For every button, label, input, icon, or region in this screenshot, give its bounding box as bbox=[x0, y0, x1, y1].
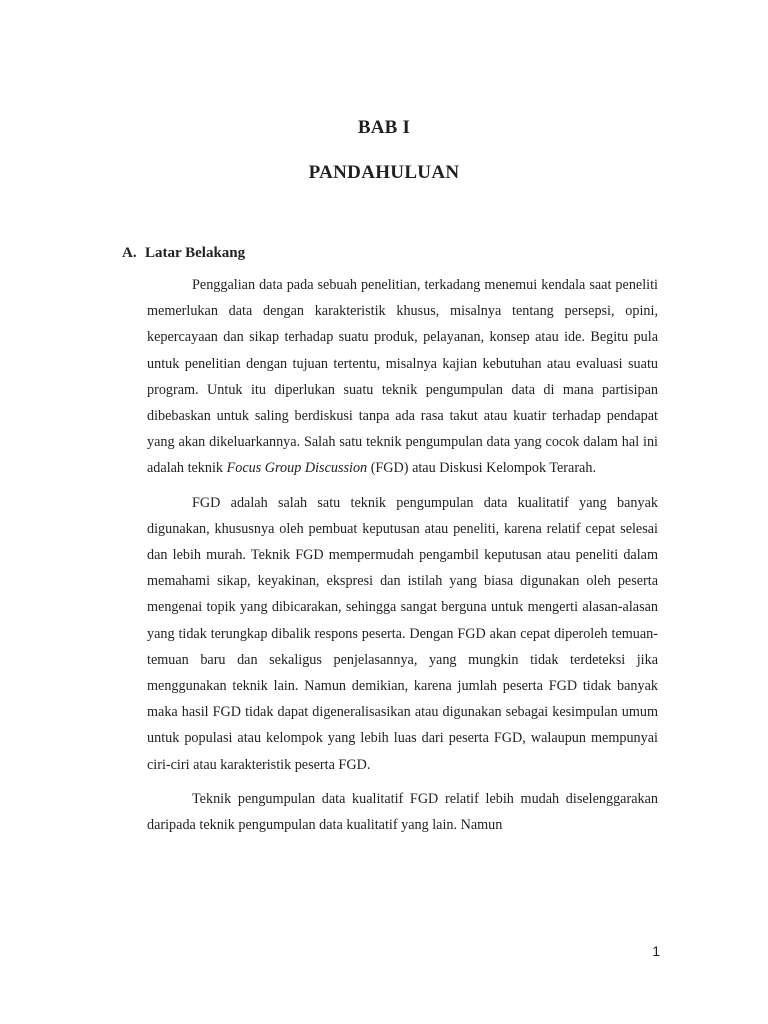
section-title: Latar Belakang bbox=[145, 245, 246, 261]
section-heading bbox=[122, 245, 245, 262]
paragraph-3: Teknik pengumpulan data kualitatif FGD relatif lebih mudah diselenggarakan daripada teknik pengumpulan data kualitatif yang lain. Namun bbox=[147, 790, 658, 834]
chapter-number: BAB I bbox=[357, 117, 411, 138]
section-marker: A. bbox=[122, 245, 137, 261]
paragraph-1 bbox=[147, 272, 658, 482]
body-text bbox=[147, 272, 658, 838]
paragraph-1-text-after: (FGD) atau Diskusi Kelompok Terarah. bbox=[367, 460, 596, 477]
paragraph-2: FGD adalah salah satu teknik pengumpulan data kualitatif yang banyak digunakan, khususnya oleh pembuat keputusan atau peneliti, karena relatif cepat selesai dan lebih murah. Teknik FGD mempermudah pengambil keputusan atau peneliti dalam memahami sikap, keyakinan, ekspresi dan istilah yang biasa digunakan oleh peserta mengenai topik yang dibicarakan, sehingga sangat berguna untuk mengerti alasan-alasan yang tidak terungkap dibalik respons peserta. Dengan FGD akan cepat diperoleh temuan- temuan baru dan sekaligus penjelasannya, yang mungkin tidak terdeteksi jika menggunakan teknik lain. Namun demikian, karena jumlah peserta FGD tidak banyak maka hasil FGD tidak dapat digeneralisasikan atau digunakan sebagai kesimpulan umum untuk populasi atau kelompok yang lebih luas dari peserta FGD, walaupun mempunyai ciri-ciri atau karakteristik peserta FGD. bbox=[147, 494, 658, 773]
page-number: 1 bbox=[652, 943, 660, 959]
paragraph-1-emphasis: Focus Group Discussion bbox=[226, 460, 368, 477]
chapter-title: PANDAHULUAN bbox=[308, 162, 460, 183]
paragraph-1-text-before: Penggalian data pada sebuah penelitian, terkadang menemui kendala saat peneliti memerlukan data dengan karakteristik khusus, misalnya tentang persepsi, opini, kepercayaan dan sikap terhadap suatu produk, pelayanan, konsep atau ide. Begitu pula untuk penelitian dengan tujuan tertentu, misalnya kajian kebutuhan atau evaluasi suatu program. Untuk itu diperlukan suatu teknik pengumpulan data di mana partisipan dibebaskan untuk saling berdiskusi tanpa ada rasa takut atau kuatir terhadap pendapat yang akan dikeluarkannya. Salah satu teknik pengumpulan data yang cocok dalam hal ini adalah teknik bbox=[147, 277, 658, 477]
